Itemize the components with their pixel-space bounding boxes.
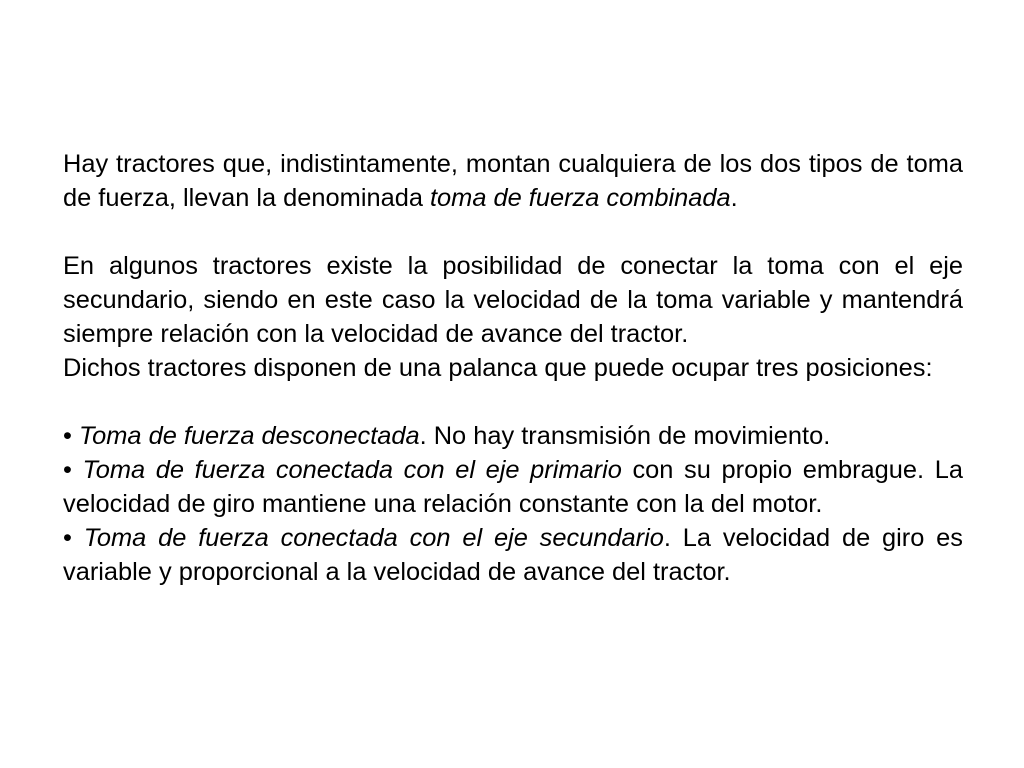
position-item-3-text: . La velocidad de giro es variable y proporcional a la velocidad de avance del tractor. [63, 524, 964, 586]
bullet-symbol: • [63, 456, 72, 484]
position-item-2-text: con su propio embrague. La velocidad de giro mantiene una relación constante con la del motor. [63, 456, 963, 518]
position-item-1-emphasis: Toma de fuerza desconectada [78, 422, 420, 450]
position-item-3-emphasis: Toma de fuerza conectada con el eje secundario [83, 524, 664, 552]
bullet-symbol: • [63, 524, 72, 552]
paragraph-combined-pto-emphasis: toma de fuerza combinada [430, 184, 731, 212]
position-item-1 [63, 419, 963, 453]
paragraph-combined-pto-end: . [730, 184, 738, 212]
position-item-2-emphasis: Toma de fuerza conectada con el eje primario [82, 456, 622, 484]
position-item-1-text: . No hay transmisión de movimiento. [419, 422, 831, 450]
paragraph-spacer [63, 385, 963, 419]
slide-text-body [63, 147, 963, 589]
paragraph-spacer [63, 215, 963, 249]
paragraph-combined-pto [63, 147, 963, 215]
paragraph-lever-positions: Dichos tractores disponen de una palanca que puede ocupar tres posiciones: [63, 354, 933, 382]
paragraph-secondary-shaft: En algunos tractores existe la posibilidad de conectar la toma con el eje secundario, siendo en este caso la velocidad de la toma variable y mantendrá siempre relación con la velocidad de avance del tractor. [63, 252, 963, 348]
position-item-3 [63, 521, 963, 589]
bullet-symbol: • [63, 422, 72, 450]
paragraph-combined-pto-text: Hay tractores que, indistintamente, montan cualquiera de los dos tipos de toma de fuerza, llevan la denominada [63, 150, 963, 212]
position-item-2 [63, 453, 963, 521]
